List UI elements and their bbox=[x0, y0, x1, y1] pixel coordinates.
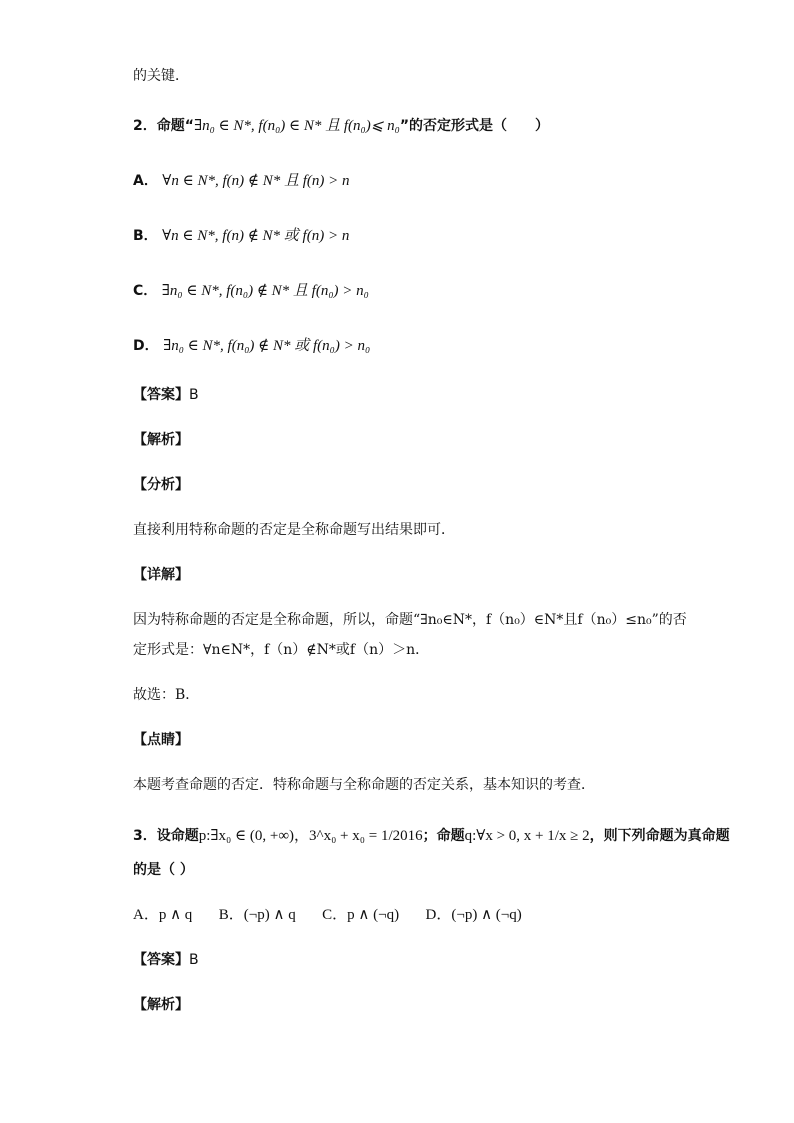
question-tail: ”的否定形式是（ ） bbox=[399, 118, 550, 134]
text-line bbox=[133, 775, 595, 795]
section-heading bbox=[133, 730, 189, 750]
option-a bbox=[133, 171, 350, 191]
answer-line bbox=[133, 950, 199, 970]
section-heading bbox=[133, 430, 189, 450]
heading-text: 【点睛】 bbox=[133, 732, 189, 748]
option-label: B． bbox=[133, 228, 158, 244]
option-label: A． bbox=[133, 173, 158, 189]
math-expression: p:∃x₀ ∈ (0, +∞)，3^x₀ + x₀ = 1/2016 bbox=[198, 828, 423, 844]
text-span: 因为特称命题的否定是全称命题，所以，命题“∃n₀∈N*，f（n₀）∈N*且f（n₀）≤n₀”的否 bbox=[133, 612, 687, 628]
option-text: ∃n₀ ∈ N*, f(n₀) ∉ N* 且 f(n₀) > n₀ bbox=[161, 283, 369, 299]
answer-label: 【答案】 bbox=[133, 952, 189, 968]
section-heading bbox=[133, 995, 189, 1015]
text-span: 直接利用特称命题的否定是全称命题写出结果即可． bbox=[133, 522, 455, 538]
option-b: B．(¬p) ∧ q bbox=[218, 907, 296, 923]
text-line bbox=[133, 685, 199, 705]
question-text: ，则下列命题为真命题 bbox=[589, 828, 730, 844]
option-c: C．p ∧ (¬q) bbox=[322, 907, 400, 923]
heading-text: 【解析】 bbox=[133, 997, 189, 1013]
heading-text: 【分析】 bbox=[133, 477, 189, 493]
heading-text: 【详解】 bbox=[133, 567, 189, 583]
answer-line bbox=[133, 385, 199, 405]
text-line bbox=[133, 610, 687, 630]
question-text: ；命题 bbox=[422, 828, 465, 844]
answer-label: 【答案】 bbox=[133, 387, 189, 403]
question-text: 的是（ ） bbox=[133, 862, 194, 878]
question-2-stem bbox=[133, 116, 549, 136]
answer-value: B bbox=[189, 952, 199, 968]
text-span: 定形式是：∀n∈N*，f（n）∉N*或f（n）＞n． bbox=[133, 642, 430, 658]
text-span: 本题考查命题的否定．特称命题与全称命题的否定关系，基本知识的考查． bbox=[133, 777, 595, 793]
heading-text: 【解析】 bbox=[133, 432, 189, 448]
option-label: C． bbox=[133, 283, 158, 299]
text-span: 的关键． bbox=[133, 68, 189, 84]
question-3-stem bbox=[133, 826, 730, 846]
text-line bbox=[133, 66, 189, 86]
option-label: D． bbox=[133, 338, 159, 354]
question-3-options bbox=[133, 905, 522, 925]
option-text: ∃n₀ ∈ N*, f(n₀) ∉ N* 或 f(n₀) > n₀ bbox=[163, 338, 371, 354]
option-c bbox=[133, 281, 369, 301]
option-text: ∀n ∈ N*, f(n) ∉ N* 或 f(n) > n bbox=[162, 228, 350, 244]
option-d bbox=[133, 336, 370, 356]
text-line bbox=[133, 640, 429, 660]
math-expression: ∃n₀ ∈ N*, f(n₀) ∈ N* 且 f(n₀)⩽ n₀ bbox=[193, 118, 400, 134]
math-expression: q:∀x > 0, x + 1/x ≥ 2 bbox=[464, 828, 590, 844]
question-3-stem-cont bbox=[133, 860, 194, 880]
question-number: 2．命题“ bbox=[133, 118, 194, 134]
option-text: ∀n ∈ N*, f(n) ∉ N* 且 f(n) > n bbox=[162, 173, 350, 189]
text-span: 故选：B． bbox=[133, 687, 200, 703]
section-heading bbox=[133, 565, 189, 585]
question-number: 3．设命题 bbox=[133, 828, 199, 844]
answer-value: B bbox=[189, 387, 199, 403]
text-line bbox=[133, 520, 455, 540]
option-a: A．p ∧ q bbox=[133, 907, 193, 923]
option-d: D．(¬p) ∧ (¬q) bbox=[425, 907, 522, 923]
option-b bbox=[133, 226, 349, 246]
section-heading bbox=[133, 475, 189, 495]
